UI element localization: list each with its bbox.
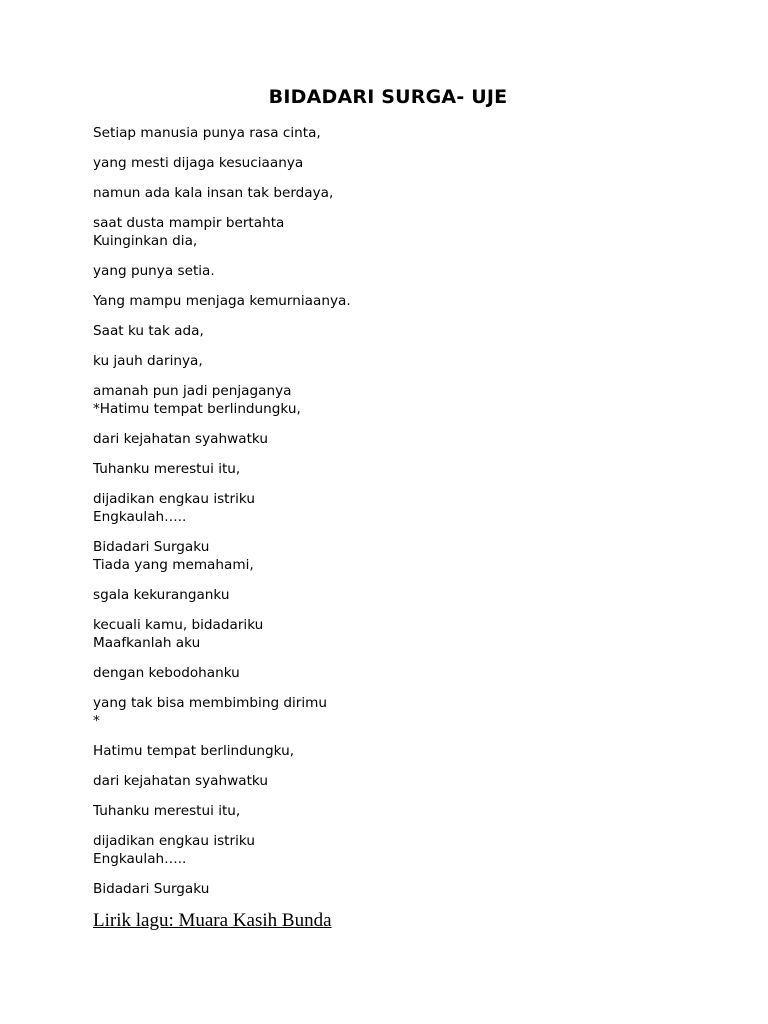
lyric-line: Kuinginkan dia, (93, 233, 198, 249)
song-title: BIDADARI SURGA- UJE (268, 86, 508, 108)
lyric-paragraph (93, 802, 713, 820)
lyric-paragraph (93, 538, 713, 574)
lyric-paragraph (93, 742, 713, 760)
lyric-paragraph (93, 322, 713, 340)
lyric-paragraph (93, 694, 713, 730)
lyric-line: * (93, 713, 100, 729)
lyric-line: Setiap manusia punya rasa cinta, (93, 125, 321, 141)
lyric-line: yang punya setia. (93, 263, 215, 279)
lyric-paragraph (93, 880, 713, 898)
lyric-paragraph (93, 262, 713, 280)
lyric-paragraph (93, 382, 713, 418)
lyric-line: Engkaulah….. (93, 509, 187, 525)
lyric-line: dijadikan engkau istriku (93, 833, 255, 849)
lyric-line: amanah pun jadi penjaganya (93, 383, 292, 399)
lyric-line: Bidadari Surgaku (93, 539, 210, 555)
lyric-line: Tiada yang memahami, (93, 557, 254, 573)
lyric-line: dari kejahatan syahwatku (93, 431, 268, 447)
related-lyrics-link[interactable]: Lirik lagu: Muara Kasih Bunda (93, 910, 332, 931)
lyric-paragraph (93, 772, 713, 790)
lyric-line: dijadikan engkau istriku (93, 491, 255, 507)
lyric-paragraph (93, 664, 713, 682)
lyric-line: Yang mampu menjaga kemurniaanya. (93, 293, 351, 309)
lyric-line: ku jauh darinya, (93, 353, 203, 369)
lyric-line: yang mesti dijaga kesuciaanya (93, 155, 304, 171)
lyric-line: Hatimu tempat berlindungku, (93, 743, 295, 759)
lyric-paragraph (93, 430, 713, 448)
lyric-paragraph (93, 292, 713, 310)
lyric-line: sgala kekuranganku (93, 587, 230, 603)
lyric-line: namun ada kala insan tak berdaya, (93, 185, 334, 201)
lyric-paragraph (93, 214, 713, 250)
lyric-paragraph (93, 586, 713, 604)
lyrics-body (93, 124, 713, 910)
lyric-line: dengan kebodohanku (93, 665, 240, 681)
lyric-line: Tuhanku merestui itu, (93, 803, 241, 819)
lyric-paragraph (93, 124, 713, 142)
lyric-paragraph (93, 154, 713, 172)
lyric-paragraph (93, 490, 713, 526)
lyric-line: saat dusta mampir bertahta (93, 215, 285, 231)
lyric-line: Tuhanku merestui itu, (93, 461, 241, 477)
lyric-paragraph (93, 832, 713, 868)
lyric-line: Bidadari Surgaku (93, 881, 210, 897)
lyric-paragraph (93, 184, 713, 202)
lyric-line: Maafkanlah aku (93, 635, 201, 651)
lyric-line: kecuali kamu, bidadariku (93, 617, 264, 633)
lyric-line: Engkaulah….. (93, 851, 187, 867)
lyric-paragraph (93, 352, 713, 370)
lyric-paragraph (93, 460, 713, 478)
lyric-line: dari kejahatan syahwatku (93, 773, 268, 789)
lyric-line: *Hatimu tempat berlindungku, (93, 401, 301, 417)
lyric-paragraph (93, 616, 713, 652)
lyric-line: Saat ku tak ada, (93, 323, 204, 339)
lyric-line: yang tak bisa membimbing dirimu (93, 695, 328, 711)
